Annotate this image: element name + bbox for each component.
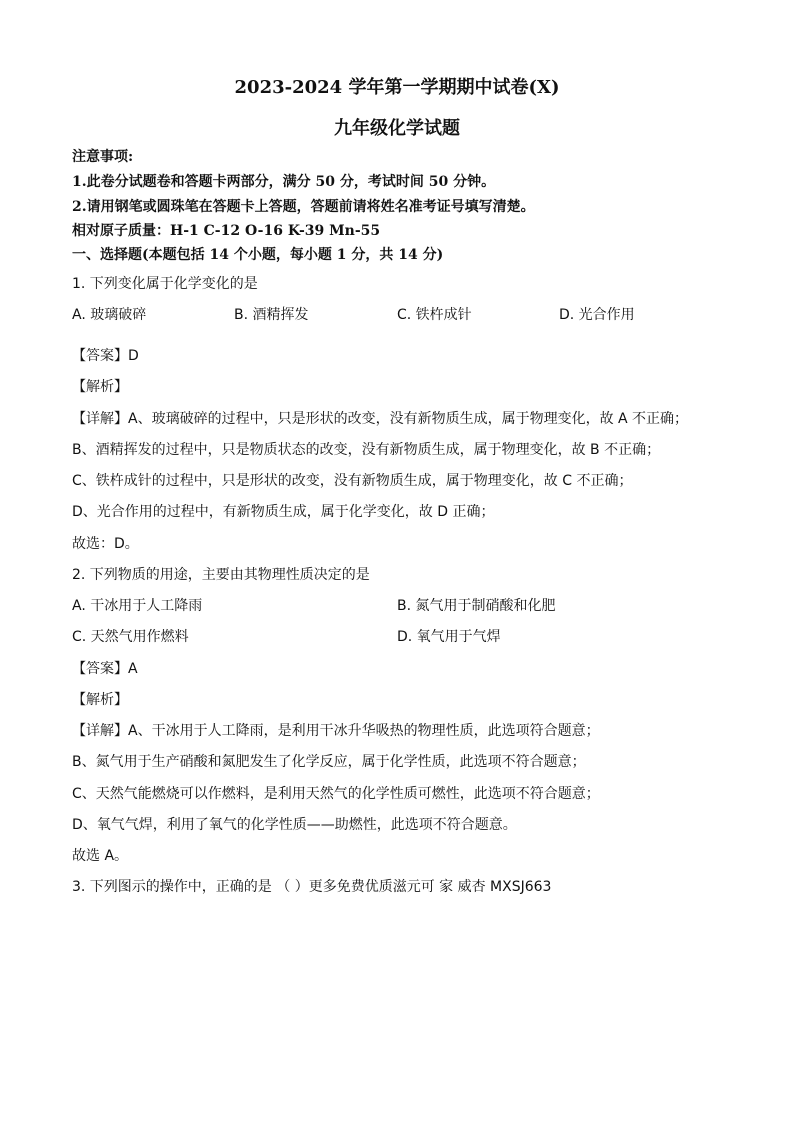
page-title: 2023-2024 学年第一学期期中试卷(X) [234, 77, 560, 98]
notice-item-2: 2.请用钢笔或圆珠笔在答题卡上答题，答题前请将姓名准考证号填写清楚。 [72, 199, 535, 215]
page-subtitle: 九年级化学试题 [334, 118, 460, 139]
question-2-conclusion: 故选 A。 [72, 848, 129, 864]
question-1-detail-4: D、光合作用的过程中，有新物质生成，属于化学变化，故 D 正确； [72, 504, 495, 520]
question-1-detail-3: C、铁杵成针的过程中，只是形状的改变，没有新物质生成，属于物理变化，故 C 不正确； [72, 473, 633, 489]
question-2-answer: 【答案】A [72, 661, 138, 677]
question-2-option-d: D. 氧气用于气焊 [397, 629, 501, 645]
question-1-detail-2: B、酒精挥发的过程中，只是物质状态的改变，没有新物质生成，属于物理变化，故 B 不正确； [72, 442, 661, 458]
question-2-detail-1: 【详解】A、干冰用于人工降雨，是利用干冰升华吸热的物理性质，此选项符合题意； [72, 723, 600, 739]
question-1-answer: 【答案】D [72, 348, 139, 364]
question-1-conclusion: 故选：D。 [72, 536, 139, 552]
question-1-option-c: C. 铁杵成针 [397, 307, 472, 323]
notice-heading: 注意事项: [72, 149, 134, 165]
section-heading: 一、选择题(本题包括 14 个小题，每小题 1 分，共 14 分) [72, 247, 444, 263]
question-2-detail-2: B、氮气用于生产硝酸和氮肥发生了化学反应，属于化学性质，此选项不符合题意； [72, 754, 586, 770]
question-1-stem: 1. 下列变化属于化学变化的是 [72, 276, 258, 292]
atomic-mass-line: 相对原子质量：H-1 C-12 O-16 K-39 Mn-55 [72, 223, 381, 239]
question-2-option-c: C. 天然气用作燃料 [72, 629, 189, 645]
question-2-stem: 2. 下列物质的用途，主要由其物理性质决定的是 [72, 567, 370, 583]
question-1-option-d: D. 光合作用 [559, 307, 635, 323]
question-1-detail-1: 【详解】A、玻璃破碎的过程中，只是形状的改变，没有新物质生成，属于物理变化，故 A 不正确； [72, 411, 689, 427]
question-1-analysis-label: 【解析】 [72, 379, 128, 395]
question-2-option-a: A. 干冰用于人工降雨 [72, 598, 203, 614]
question-2-analysis-label: 【解析】 [72, 692, 128, 708]
question-3-stem: 3. 下列图示的操作中，正确的是 （ ）更多免费优质滋元可 家 威杏 MXSJ663 [72, 879, 552, 895]
question-1-option-a: A. 玻璃破碎 [72, 307, 147, 323]
question-2-option-b: B. 氮气用于制硝酸和化肥 [397, 598, 556, 614]
question-2-detail-4: D、氧气气焊，利用了氧气的化学性质——助燃性，此选项不符合题意。 [72, 817, 517, 833]
question-2-detail-3: C、天然气能燃烧可以作燃料，是利用天然气的化学性质可燃性，此选项不符合题意； [72, 786, 600, 802]
notice-item-1: 1.此卷分试题卷和答题卡两部分，满分 50 分，考试时间 50 分钟。 [72, 174, 496, 190]
question-1-option-b: B. 酒精挥发 [234, 307, 309, 323]
